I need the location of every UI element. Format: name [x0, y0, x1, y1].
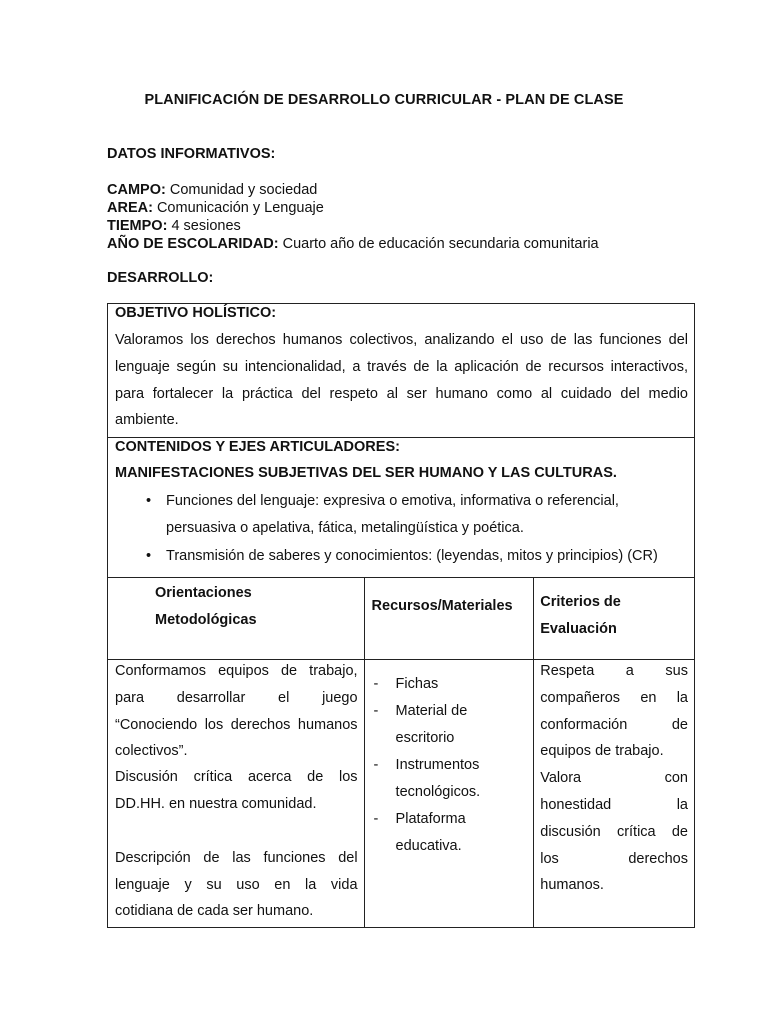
orientaciones-line: lenguaje y su uso en la vida — [115, 876, 358, 893]
desarrollo-heading: DESARROLLO: — [107, 270, 214, 286]
recurso-item — [365, 752, 534, 806]
criterios-line: Respeta a sus — [540, 663, 688, 679]
table-body-row — [108, 660, 695, 928]
criterios-line: los derechos — [540, 850, 688, 867]
header-recursos-text: Recursos/Materiales — [371, 598, 513, 614]
header-orientaciones-line: Orientaciones — [155, 585, 252, 601]
recurso-line: Material de — [395, 703, 468, 719]
area-label: AREA: — [107, 200, 153, 216]
criterios-cell — [534, 660, 695, 928]
objetivo-section — [107, 303, 695, 438]
dash-icon: - — [373, 811, 379, 827]
recursos-cell — [364, 660, 534, 928]
criterios-line: humanos. — [540, 877, 604, 894]
table-header-row — [108, 578, 695, 660]
recurso-item — [365, 698, 534, 752]
tiempo-value: 4 sesiones — [171, 218, 241, 234]
recurso-item — [365, 806, 534, 860]
dash-icon: - — [373, 703, 379, 719]
orientaciones-line: Descripción de las funciones del — [115, 849, 358, 866]
orientaciones-line: DD.HH. en nuestra comunidad. — [115, 796, 317, 813]
bullet-line: Funciones del lenguaje: expresiva o emotiva, informativa o referencial, — [166, 493, 619, 509]
objetivo-line: para fortalecer la práctica del respeto al ser humano como al cuidado del medio — [115, 385, 688, 402]
anio-value: Cuarto año de educación secundaria comunitaria — [282, 236, 599, 252]
recurso-line: tecnológicos. — [395, 784, 481, 800]
bullet-icon: • — [146, 493, 152, 509]
orientaciones-line: cotidiana de cada ser humano. — [115, 903, 314, 920]
recurso-line: Instrumentos — [395, 757, 480, 773]
info-anio — [107, 235, 599, 253]
header-criterios-line: Criterios de — [540, 594, 621, 610]
objetivo-line: lenguaje según su intencionalidad, a través de la aplicación de recursos interactivos, — [115, 358, 688, 375]
orientaciones-line: Conformamos equipos de trabajo, — [115, 663, 358, 679]
header-recursos — [364, 578, 534, 660]
criterios-line: Valora con — [540, 770, 688, 787]
recurso-line: educativa. — [395, 838, 462, 854]
area-value: Comunicación y Lenguaje — [156, 200, 324, 216]
criterios-line: honestidad la — [540, 796, 688, 813]
info-campo — [107, 181, 317, 199]
bullet-icon: • — [146, 548, 152, 564]
recurso-line: Plataforma — [395, 811, 466, 827]
criterios-line: equipos de trabajo. — [540, 743, 664, 760]
info-tiempo — [107, 217, 241, 235]
tiempo-label: TIEMPO: — [107, 218, 168, 234]
orientaciones-line: para desarrollar el juego — [115, 689, 358, 706]
criterios-line: conformación de — [540, 716, 688, 733]
objetivo-line: Valoramos los derechos humanos colectivos, analizando el uso de las funciones del — [115, 332, 688, 348]
criterios-line: discusión crítica de — [540, 823, 688, 840]
orientaciones-line — [115, 818, 358, 845]
orientaciones-line: Discusión crítica acerca de los — [115, 769, 358, 786]
contenidos-section — [107, 437, 695, 578]
contenidos-subheading: MANIFESTACIONES SUBJETIVAS DEL SER HUMANO Y LAS CULTURAS. — [115, 465, 617, 481]
dash-icon: - — [373, 757, 379, 773]
header-criterios-line: Evaluación — [540, 621, 617, 637]
document-title: PLANIFICACIÓN DE DESARROLLO CURRICULAR - PLAN DE CLASE — [144, 92, 624, 108]
recurso-line: escritorio — [395, 730, 455, 746]
campo-label: CAMPO: — [107, 182, 166, 198]
campo-value: Comunidad y sociedad — [169, 182, 318, 198]
bullet-line: persuasiva o apelativa, fática, metalingüística y poética. — [166, 520, 524, 536]
objetivo-heading: OBJETIVO HOLÍSTICO: — [115, 305, 277, 321]
criterios-line: compañeros en la — [540, 689, 688, 706]
header-orientaciones-line: Metodológicas — [155, 612, 257, 628]
datos-heading: DATOS INFORMATIVOS: — [107, 146, 276, 162]
info-area — [107, 199, 324, 217]
header-orientaciones — [108, 578, 365, 660]
plan-table — [107, 577, 695, 928]
orientaciones-line: “Conociendo los derechos humanos — [115, 716, 358, 733]
dash-icon: - — [373, 676, 379, 692]
recurso-line: Fichas — [395, 676, 439, 692]
bullet-line: Transmisión de saberes y conocimientos: (leyendas, mitos y principios) (CR) — [166, 548, 658, 564]
header-criterios — [534, 578, 695, 660]
orientaciones-cell — [108, 660, 365, 928]
objetivo-text — [115, 327, 688, 434]
anio-label: AÑO DE ESCOLARIDAD: — [107, 236, 279, 252]
contenidos-heading: CONTENIDOS Y EJES ARTICULADORES: — [115, 439, 400, 455]
recurso-item — [365, 671, 534, 698]
orientaciones-line: colectivos”. — [115, 743, 188, 760]
objetivo-line: ambiente. — [115, 412, 179, 429]
